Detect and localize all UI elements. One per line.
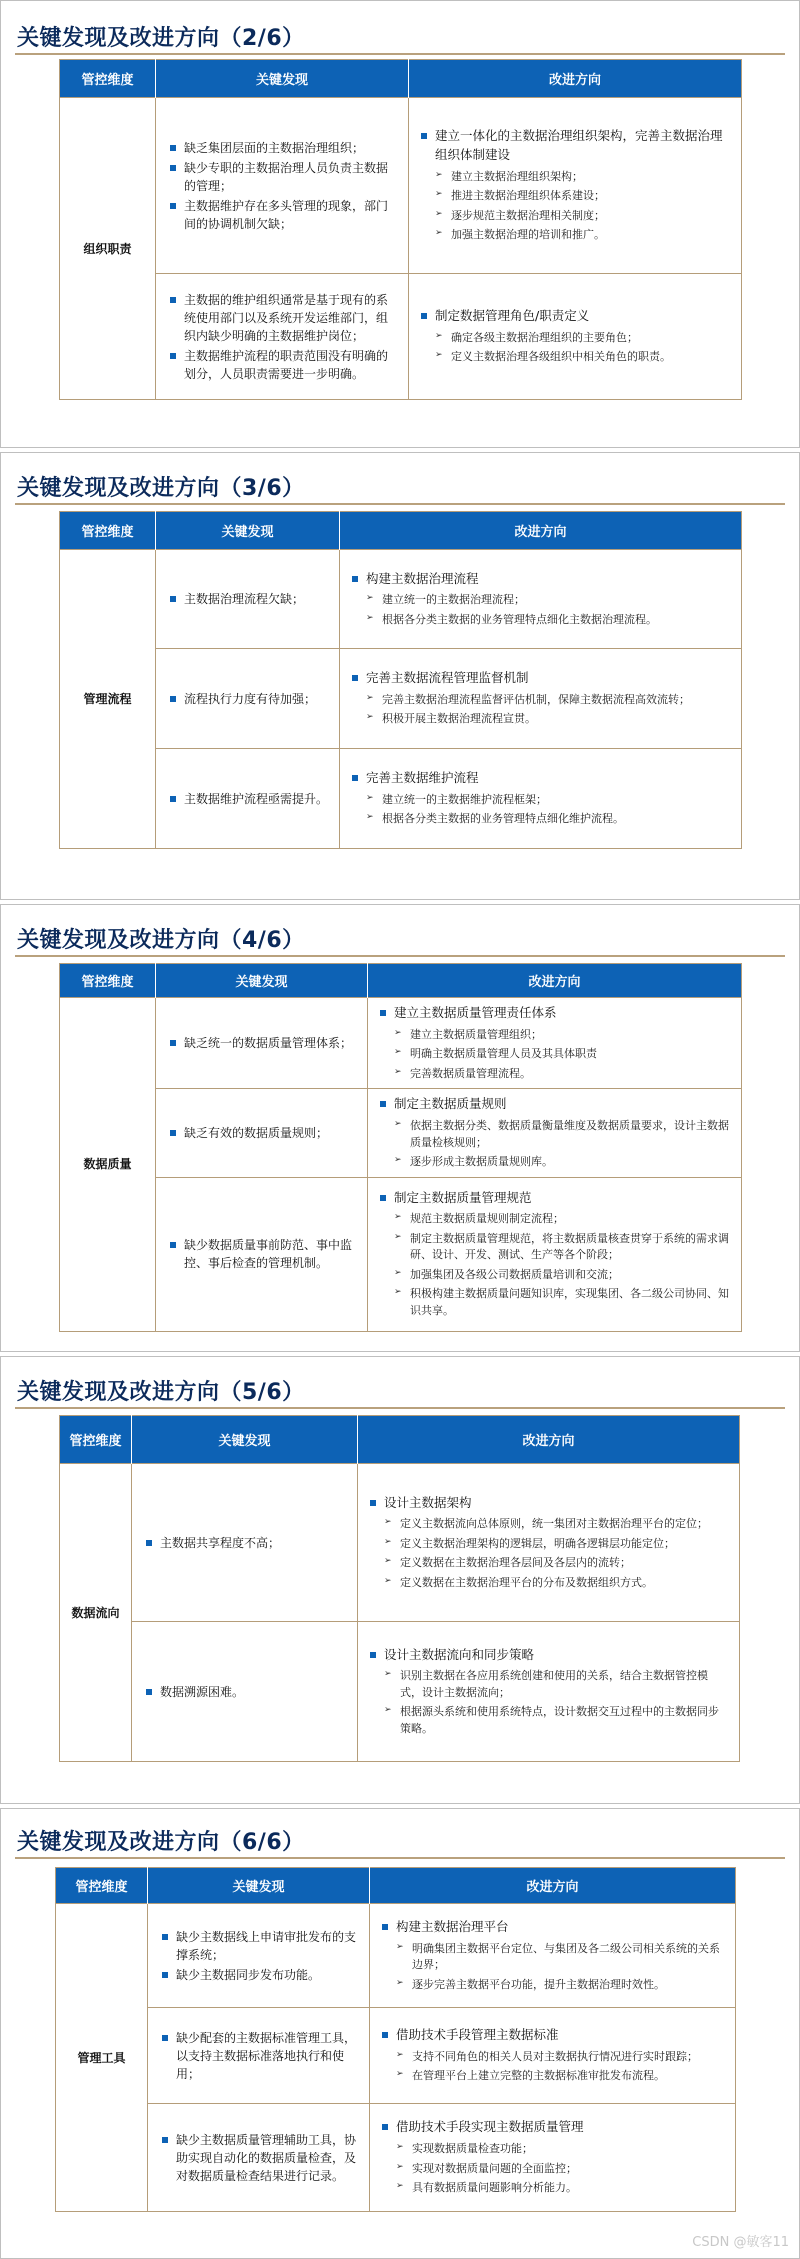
header-dimension: 管控维度 [56,1868,148,1904]
improvements-cell [340,550,742,649]
improvement-item: ➢ 定义主数据治理架构的逻辑层，明确各逻辑层功能定位； [384,1536,729,1553]
table-row [60,998,742,1089]
improvement-item: ➢ 积极构建主数据质量问题知识库，实现集团、各二级公司协同、知识共享。 [394,1286,731,1319]
findings-table [59,963,742,1332]
improvements-cell [370,1904,736,2008]
improvement-item: ➢ 建立主数据质量管理组织； [394,1027,731,1044]
improvements-cell [370,2104,736,2212]
improvement-heading: 借助技术手段实现主数据质量管理 [380,2118,725,2137]
finding-item: 缺乏有效的数据质量规则； [170,1124,357,1142]
improvement-item: ➢ 依据主数据分类、数据质量衡量维度及数据质量要求，设计主数据质量检核规则； [394,1118,731,1151]
finding-item: 流程执行力度有待加强； [170,690,329,708]
header-improvements: 改进方向 [370,1868,736,1904]
slide-4-of-6 [0,904,800,1352]
findings-cell [156,749,340,849]
improvement-item: ➢ 积极开展主数据治理流程宣贯。 [366,711,731,728]
table-row [56,2008,736,2104]
improvement-heading: 构建主数据治理流程 [350,570,731,589]
improvement-heading: 构建主数据治理平台 [380,1918,725,1937]
table-row [60,274,742,400]
dimension-cell: 管理工具 [56,1904,148,2212]
findings-cell [148,2008,370,2104]
improvement-item: ➢ 支持不同角色的相关人员对主数据执行情况进行实时跟踪； [396,2049,725,2066]
slide-title: 关键发现及改进方向（5/6） [17,1380,305,1405]
improvements-cell [370,2008,736,2104]
improvement-item: ➢ 定义主数据流向总体原则，统一集团对主数据治理平台的定位； [384,1516,729,1533]
table-header-row [60,512,742,550]
finding-item: 缺少配套的主数据标准管理工具，以支持主数据标准落地执行和使用； [162,2029,359,2083]
improvement-heading: 制定数据管理角色/职责定义 [419,307,731,326]
improvements-cell [358,1464,740,1622]
improvement-item: ➢ 识别主数据在各应用系统创建和使用的关系，结合主数据管控模式，设计主数据流向； [384,1668,729,1701]
improvement-item: ➢ 根据源头系统和使用系统特点，设计数据交互过程中的主数据同步策略。 [384,1704,729,1737]
improvements-cell [368,1089,742,1177]
improvement-heading: 设计主数据架构 [368,1494,729,1513]
improvement-item: ➢ 确定各级主数据治理组织的主要角色； [435,330,731,347]
improvements-cell [368,998,742,1089]
finding-item: 主数据维护存在多头管理的现象，部门间的协调机制欠缺； [170,197,398,233]
header-dimension: 管控维度 [60,60,156,98]
header-dimension: 管控维度 [60,964,156,998]
dimension-cell: 组织职责 [60,98,156,400]
findings-table [59,511,742,849]
title-rule [15,503,785,505]
slide-3-of-6 [0,452,800,900]
improvement-item: ➢ 逐步形成主数据质量规则库。 [394,1154,731,1171]
table-row [60,1464,740,1622]
findings-cell [132,1622,358,1762]
header-findings: 关键发现 [132,1416,358,1464]
table-row [60,550,742,649]
improvement-item: ➢ 加强主数据治理的培训和推广。 [435,227,731,244]
header-findings: 关键发现 [156,60,409,98]
improvement-item: ➢ 在管理平台上建立完整的主数据标准审批发布流程。 [396,2068,725,2085]
header-improvements: 改进方向 [358,1416,740,1464]
finding-item: 主数据共享程度不高； [146,1534,347,1552]
finding-item: 缺少数据质量事前防范、事中监控、事后检查的管理机制。 [170,1236,357,1272]
improvement-item: ➢ 逐步完善主数据平台功能，提升主数据治理时效性。 [396,1977,725,1994]
header-findings: 关键发现 [156,512,340,550]
improvements-cell [340,749,742,849]
table-row [60,1177,742,1331]
header-dimension: 管控维度 [60,512,156,550]
improvement-item: ➢ 根据各分类主数据的业务管理特点细化维护流程。 [366,811,731,828]
improvement-heading: 完善主数据维护流程 [350,769,731,788]
improvements-cell [368,1177,742,1331]
improvement-item: ➢ 规范主数据质量规则制定流程； [394,1211,731,1228]
improvement-item: ➢ 明确主数据质量管理人员及其具体职责 [394,1046,731,1063]
header-findings: 关键发现 [156,964,368,998]
finding-item: 主数据治理流程欠缺； [170,590,329,608]
table-row [60,1089,742,1177]
table-header-row [60,1416,740,1464]
improvement-item: ➢ 完善数据质量管理流程。 [394,1066,731,1083]
finding-item: 缺乏集团层面的主数据治理组织； [170,139,398,157]
improvement-item: ➢ 定义数据在主数据治理平台的分布及数据组织方式。 [384,1575,729,1592]
improvement-item: ➢ 定义数据在主数据治理各层间及各层内的流转； [384,1555,729,1572]
slide-5-of-6 [0,1356,800,1804]
improvement-heading: 借助技术手段管理主数据标准 [380,2026,725,2045]
improvements-cell [409,274,742,400]
table-row [60,98,742,274]
findings-cell [156,1177,368,1331]
finding-item: 缺少主数据线上申请审批发布的支撑系统； [162,1928,359,1964]
improvement-heading: 制定主数据质量规则 [378,1095,731,1114]
finding-item: 缺乏统一的数据质量管理体系； [170,1034,357,1052]
improvement-heading: 完善主数据流程管理监督机制 [350,669,731,688]
improvement-item: ➢ 逐步规范主数据治理相关制度； [435,208,731,225]
improvement-item: ➢ 建立统一的主数据治理流程； [366,592,731,609]
finding-item: 主数据维护流程的职责范围没有明确的划分，人员职责需要进一步明确。 [170,347,398,383]
findings-cell [156,98,409,274]
improvement-item: ➢ 制定主数据质量管理规范，将主数据质量核查贯穿于系统的需求调研、设计、开发、测试、生产等各个阶段； [394,1231,731,1264]
findings-table [59,59,742,400]
improvements-cell [358,1622,740,1762]
table-row [56,1904,736,2008]
slide-2-of-6 [0,0,800,448]
finding-item: 缺少专职的主数据治理人员负责主数据的管理； [170,159,398,195]
slide-title: 关键发现及改进方向（2/6） [17,26,305,51]
table-header-row [60,964,742,998]
findings-cell [156,649,340,749]
header-dimension: 管控维度 [60,1416,132,1464]
header-improvements: 改进方向 [368,964,742,998]
table-row [56,2104,736,2212]
findings-cell [156,274,409,400]
finding-item: 主数据维护流程亟需提升。 [170,790,329,808]
findings-cell [156,550,340,649]
improvement-item: ➢ 推进主数据治理组织体系建设； [435,188,731,205]
title-rule [15,53,785,55]
table-row [60,1622,740,1762]
finding-item: 缺少主数据同步发布功能。 [162,1966,359,1984]
findings-cell [156,1089,368,1177]
table-row [60,749,742,849]
finding-item: 数据溯源困难。 [146,1683,347,1701]
slide-6-of-6 [0,1808,800,2259]
improvements-cell [340,649,742,749]
table-header-row [56,1868,736,1904]
improvements-cell [409,98,742,274]
title-rule [15,1857,785,1859]
improvement-heading: 建立主数据质量管理责任体系 [378,1004,731,1023]
improvement-heading: 建立一体化的主数据治理组织架构，完善主数据治理组织体制建设 [419,127,731,165]
dimension-cell: 数据流向 [60,1464,132,1762]
improvement-item: ➢ 实现对数据质量问题的全面监控； [396,2161,725,2178]
improvement-item: ➢ 实现数据质量检查功能； [396,2141,725,2158]
findings-table [59,1415,740,1762]
watermark: CSDN @敏客11 [692,2235,789,2250]
findings-cell [148,2104,370,2212]
improvement-item: ➢ 明确集团主数据平台定位、与集团及各二级公司相关系统的关系边界； [396,1941,725,1974]
findings-cell [148,1904,370,2008]
dimension-cell: 数据质量 [60,998,156,1332]
header-improvements: 改进方向 [340,512,742,550]
title-rule [15,1407,785,1409]
dimension-cell: 管理流程 [60,550,156,849]
improvement-item: ➢ 建立主数据治理组织架构； [435,169,731,186]
improvement-item: ➢ 具有数据质量问题影响分析能力。 [396,2180,725,2197]
slide-title: 关键发现及改进方向（6/6） [17,1830,305,1855]
table-header-row [60,60,742,98]
improvement-item: ➢ 加强集团及各级公司数据质量培训和交流； [394,1267,731,1284]
improvement-item: ➢ 建立统一的主数据维护流程框架； [366,792,731,809]
title-rule [15,955,785,957]
table-row [60,649,742,749]
findings-table [55,1867,736,2212]
slide-title: 关键发现及改进方向（3/6） [17,476,305,501]
improvement-heading: 设计主数据流向和同步策略 [368,1646,729,1665]
findings-cell [132,1464,358,1622]
findings-cell [156,998,368,1089]
header-improvements: 改进方向 [409,60,742,98]
slide-title: 关键发现及改进方向（4/6） [17,928,305,953]
improvement-item: ➢ 定义主数据治理各级组织中相关角色的职责。 [435,349,731,366]
finding-item: 主数据的维护组织通常是基于现有的系统使用部门以及系统开发运维部门，组织内缺少明确的主数据维护岗位； [170,291,398,345]
improvement-item: ➢ 完善主数据治理流程监督评估机制，保障主数据流程高效流转； [366,692,731,709]
finding-item: 缺少主数据质量管理辅助工具，协助实现自动化的数据质量检查，及对数据质量检查结果进行记录。 [162,2131,359,2185]
header-findings: 关键发现 [148,1868,370,1904]
improvement-item: ➢ 根据各分类主数据的业务管理特点细化主数据治理流程。 [366,612,731,629]
improvement-heading: 制定主数据质量管理规范 [378,1189,731,1208]
